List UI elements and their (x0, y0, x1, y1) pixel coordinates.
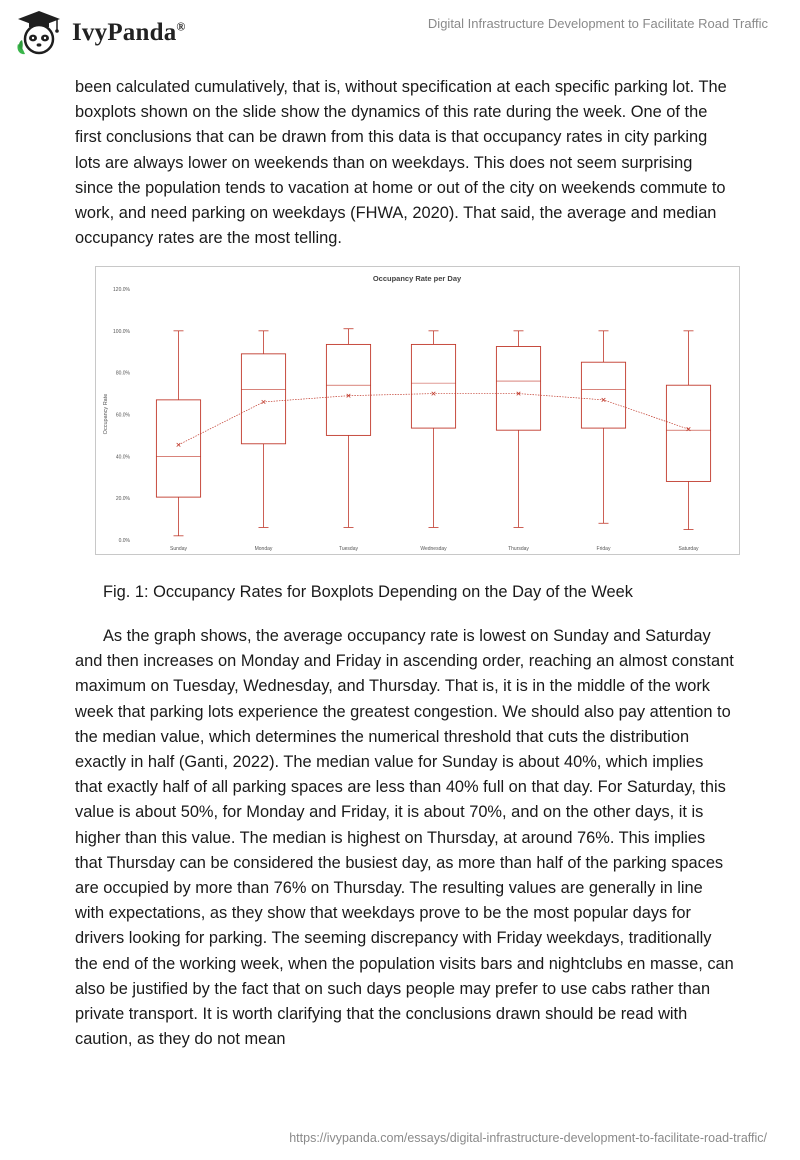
box-iqr (241, 354, 285, 444)
figure-caption: Fig. 1: Occupancy Rates for Boxplots Depending on the Day of the Week (103, 583, 633, 601)
x-tick-label: Thursday (508, 546, 529, 552)
boxplot-friday (581, 331, 625, 523)
x-tick-label: Saturday (678, 546, 699, 552)
boxplot-saturday (666, 331, 710, 530)
box-iqr (156, 400, 200, 497)
box-iqr (666, 385, 710, 481)
chart-x-axis (170, 546, 699, 552)
chart-title: Occupancy Rate per Day (372, 274, 462, 283)
chart-y-axis-label: Occupancy Rate (103, 393, 109, 435)
brand-name: IvyPanda® (72, 19, 186, 46)
body-paragraph-1: been calculated cumulatively, that is, without specification at each specific parking lot. The boxplots shown on the slide show the dynamics of this rate during the week. One of the first conclusions that can be drawn from this data is that occupancy rates in city parking lots are always lower on weekends than on weekdays. This does not seem surprising since the population tends to vacation at home or out of the city on weekends commute to work, and need parking on weekdays (FHWA, 2020). That said, the average and median occupancy rates are the most telling. (75, 78, 727, 248)
boxplot-thursday (496, 331, 540, 528)
chart-y-axis (113, 287, 131, 544)
y-tick-label: 0.0% (118, 538, 130, 544)
y-tick-label: 100.0% (113, 328, 130, 335)
y-tick-label: 60.0% (115, 412, 130, 419)
box-iqr (581, 362, 625, 428)
box-iqr (411, 344, 455, 428)
panda-graduate-icon (14, 8, 64, 58)
x-tick-label: Tuesday (339, 546, 358, 552)
ivypanda-logo[interactable] (14, 8, 204, 58)
y-tick-label: 40.0% (115, 454, 130, 461)
boxplot-sunday (156, 331, 200, 536)
y-tick-label: 20.0% (115, 496, 130, 503)
occupancy-boxplot (96, 267, 739, 554)
box-iqr (326, 344, 370, 435)
body-paragraph-2: As the graph shows, the average occupancy rate is lowest on Sunday and Saturday and then increases on Monday and Friday in ascending order, reaching an almost constant maximum on Tuesday, Wednesday, and Thursday. That is, it is in the middle of the work week that parking lots experience the greatest congestion. We should also pay attention to the median value, which determines the numerical threshold that cuts the distribution exactly in half (Ganti, 2022). The median value for Sunday is about 40%, which implies that exactly half of all parking spaces are less than 40% full on that day. For Saturday, this value is about 50%, for Monday and Friday, it is about 70%, and on the other days, it is higher than this value. The median is highest on Thursday, at around 76%. This implies that Thursday can be considered the busiest day, as more than half of the parking spaces are occupied by more than 76% on Thursday. The resulting values are generally in line with expectations, as they show that weekdays prove to be the most popular days for drivers looking for parking. The seeming discrepancy with Friday weekdays, traditionally the end of the working week, when the population visits bars and nightclubs en masse, can also be justified by the fact that on such days people may prefer to use cabs rather than private transport. It is worth clarifying that the conclusions drawn should be read with caution, as they do not mean (75, 627, 734, 1049)
boxplot-wednesday (411, 331, 455, 528)
page-header (0, 0, 800, 62)
document-title: Digital Infrastructure Development to Facilitate Road Traffic (427, 16, 768, 31)
x-tick-label: Monday (254, 546, 273, 552)
footer-source-url[interactable]: https://ivypanda.com/essays/digital-infrastructure-development-to-facilitate-road-traffic/ (289, 1131, 767, 1145)
box-iqr (496, 347, 540, 431)
occupancy-chart (95, 266, 740, 555)
x-tick-label: Wednesday (420, 546, 447, 552)
x-tick-label: Friday (596, 546, 611, 552)
chart-boxes (156, 329, 710, 536)
x-tick-label: Sunday (170, 546, 187, 552)
boxplot-tuesday (326, 329, 370, 528)
boxplot-monday (241, 331, 285, 528)
y-tick-label: 80.0% (115, 370, 130, 377)
y-tick-label: 120.0% (113, 287, 130, 293)
